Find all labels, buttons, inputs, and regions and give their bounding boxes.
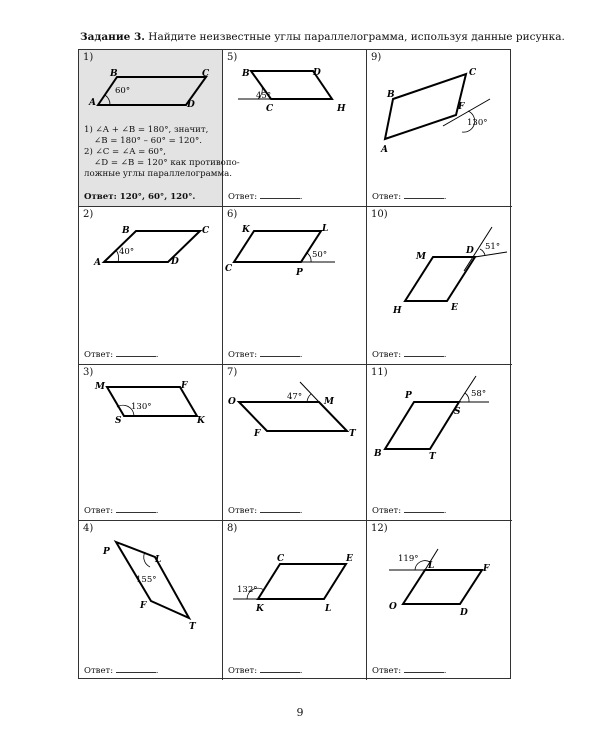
answer-label: Ответ: xyxy=(228,350,258,360)
worked-answer: Ответ: 120°, 60°, 120°. xyxy=(84,192,196,202)
vertex-label: L xyxy=(428,561,435,571)
problem-9-figure xyxy=(367,50,512,207)
answer-label: Ответ: xyxy=(84,506,114,516)
problem-number: 10) xyxy=(371,209,388,220)
task-title xyxy=(80,31,565,43)
vertex-label: D xyxy=(466,246,474,256)
problem-4-figure xyxy=(79,521,223,680)
answer-label: Ответ: xyxy=(228,192,258,202)
answer-label: Ответ: xyxy=(228,506,258,516)
worked-solution xyxy=(84,125,240,180)
vertex-label: A xyxy=(89,98,96,108)
vertex-label: B xyxy=(387,90,395,100)
vertex-label: T xyxy=(349,429,356,439)
vertex-label: B xyxy=(242,69,250,79)
problem-number: 2) xyxy=(83,209,94,220)
problem-number: 11) xyxy=(371,367,388,378)
answer-blank[interactable] xyxy=(116,348,156,357)
answer-blank[interactable] xyxy=(404,348,444,357)
solution-step: ложные углы параллелограмма. xyxy=(84,169,232,179)
angle-label: 51° xyxy=(485,242,501,252)
problems-grid xyxy=(78,49,511,679)
problem-6-figure xyxy=(223,207,367,365)
vertex-label: P xyxy=(103,547,110,557)
vertex-label: B xyxy=(122,226,130,236)
vertex-label: O xyxy=(228,397,236,407)
vertex-label: F xyxy=(483,564,490,574)
problem-8-cell xyxy=(223,521,367,680)
vertex-label: T xyxy=(429,452,436,462)
answer-line: Ответ: . xyxy=(372,506,447,516)
answer-label: Ответ: xyxy=(84,666,114,676)
problem-number: 1) xyxy=(83,52,94,63)
angle-label: 47° xyxy=(287,392,303,402)
solution-step: 2) ∠C = ∠A = 60°, xyxy=(84,147,167,157)
problem-1-cell xyxy=(79,50,240,207)
problem-12-figure xyxy=(367,521,512,680)
problem-11-cell xyxy=(367,365,512,521)
angle-label: 60° xyxy=(115,86,131,96)
vertex-label: E xyxy=(346,554,353,564)
vertex-label: A xyxy=(381,145,388,155)
answer-line: Ответ: . xyxy=(84,666,159,676)
answer-blank[interactable] xyxy=(260,348,300,357)
vertex-label: C xyxy=(469,68,477,78)
angle-label: 132° xyxy=(237,585,258,595)
vertex-label: F xyxy=(181,381,188,391)
vertex-label: H xyxy=(393,306,402,316)
problem-7-cell xyxy=(223,365,367,521)
answer-label: Ответ: xyxy=(372,666,402,676)
answer-line: Ответ: . xyxy=(228,192,303,202)
vertex-label: D xyxy=(171,257,179,267)
problem-number: 3) xyxy=(83,367,94,378)
answer-blank[interactable] xyxy=(260,664,300,673)
problem-7-figure xyxy=(223,365,367,521)
vertex-label: C xyxy=(266,104,274,114)
vertex-label: L xyxy=(325,604,332,614)
answer-blank[interactable] xyxy=(116,504,156,513)
problem-11-figure xyxy=(367,365,512,521)
page-number: 9 xyxy=(296,706,304,719)
angle-label: 58° xyxy=(471,389,487,399)
task-text: Найдите неизвестные углы параллелограмма, используя данные рисунка. xyxy=(148,31,565,43)
problem-3-cell xyxy=(79,365,223,521)
vertex-label: C xyxy=(202,69,210,79)
angle-label: 130° xyxy=(467,118,488,128)
problem-number: 4) xyxy=(83,523,94,534)
answer-blank[interactable] xyxy=(260,190,300,199)
angle-label: 130° xyxy=(131,402,152,412)
vertex-label: L xyxy=(322,224,329,234)
problem-number: 8) xyxy=(227,523,238,534)
solution-step: ∠B = 180° – 60° = 120°. xyxy=(94,136,202,146)
vertex-label: B xyxy=(110,69,118,79)
vertex-label: L xyxy=(155,555,162,565)
vertex-label: K xyxy=(242,225,250,235)
problem-5-cell xyxy=(223,50,367,207)
vertex-label: K xyxy=(256,604,264,614)
problem-2-cell xyxy=(79,207,223,365)
vertex-label: P xyxy=(296,268,303,278)
task-label: Задание 3. xyxy=(80,31,145,43)
angle-label: 45° xyxy=(256,91,272,101)
solution-step: ∠D = ∠B = 120° как противопо- xyxy=(94,158,240,168)
vertex-label: P xyxy=(405,391,412,401)
answer-label: Ответ: xyxy=(84,350,114,360)
problem-number: 7) xyxy=(227,367,238,378)
problem-2-figure xyxy=(79,207,223,365)
answer-line: Ответ: . xyxy=(228,350,303,360)
answer-label: Ответ: xyxy=(228,666,258,676)
vertex-label: A xyxy=(94,258,101,268)
vertex-label: C xyxy=(202,226,210,236)
vertex-label: D xyxy=(460,608,468,618)
vertex-label: T xyxy=(189,622,196,632)
problem-10-figure xyxy=(367,207,512,365)
vertex-label: E xyxy=(451,303,458,313)
angle-label: 40° xyxy=(119,247,135,257)
vertex-label: M xyxy=(416,252,426,262)
answer-line: Ответ: . xyxy=(372,666,447,676)
vertex-label: M xyxy=(324,397,334,407)
answer-line: Ответ: . xyxy=(228,506,303,516)
problem-3-figure xyxy=(79,365,223,521)
vertex-label: F xyxy=(458,102,465,112)
problem-10-cell xyxy=(367,207,512,365)
vertex-label: O xyxy=(389,602,397,612)
solution-step: 1) ∠A + ∠B = 180°, значит, xyxy=(84,125,209,135)
answer-blank[interactable] xyxy=(404,664,444,673)
vertex-label: D xyxy=(313,68,321,78)
vertex-label: B xyxy=(374,449,382,459)
vertex-label: S xyxy=(454,407,461,417)
vertex-label: H xyxy=(337,104,346,114)
problem-number: 5) xyxy=(227,52,238,63)
problem-9-cell xyxy=(367,50,512,207)
answer-blank[interactable] xyxy=(404,190,444,199)
problem-number: 9) xyxy=(371,52,382,63)
problem-5-figure xyxy=(223,50,367,207)
answer-line: Ответ: . xyxy=(84,506,159,516)
problem-8-figure xyxy=(223,521,367,680)
answer-blank[interactable] xyxy=(260,504,300,513)
answer-blank[interactable] xyxy=(116,664,156,673)
vertex-label: F xyxy=(254,429,261,439)
problem-6-cell xyxy=(223,207,367,365)
problem-12-cell xyxy=(367,521,512,680)
angle-label: 119° xyxy=(398,554,419,564)
answer-label: Ответ: xyxy=(372,350,402,360)
answer-line: Ответ: . xyxy=(372,192,447,202)
answer-line: Ответ: . xyxy=(84,350,159,360)
problem-number: 6) xyxy=(227,209,238,220)
angle-label: 155° xyxy=(136,575,157,585)
vertex-label: D xyxy=(187,100,195,110)
answer-line: Ответ: . xyxy=(228,666,303,676)
angle-label: 50° xyxy=(312,250,328,260)
answer-line: Ответ: . xyxy=(372,350,447,360)
problem-number: 12) xyxy=(371,523,388,534)
vertex-label: M xyxy=(95,382,105,392)
answer-blank[interactable] xyxy=(404,504,444,513)
vertex-label: C xyxy=(225,264,233,274)
vertex-label: F xyxy=(140,601,147,611)
vertex-label: C xyxy=(277,554,285,564)
answer-label: Ответ: xyxy=(372,192,402,202)
vertex-label: S xyxy=(115,416,122,426)
problem-4-cell xyxy=(79,521,223,680)
vertex-label: K xyxy=(197,416,205,426)
answer-label: Ответ: xyxy=(372,506,402,516)
